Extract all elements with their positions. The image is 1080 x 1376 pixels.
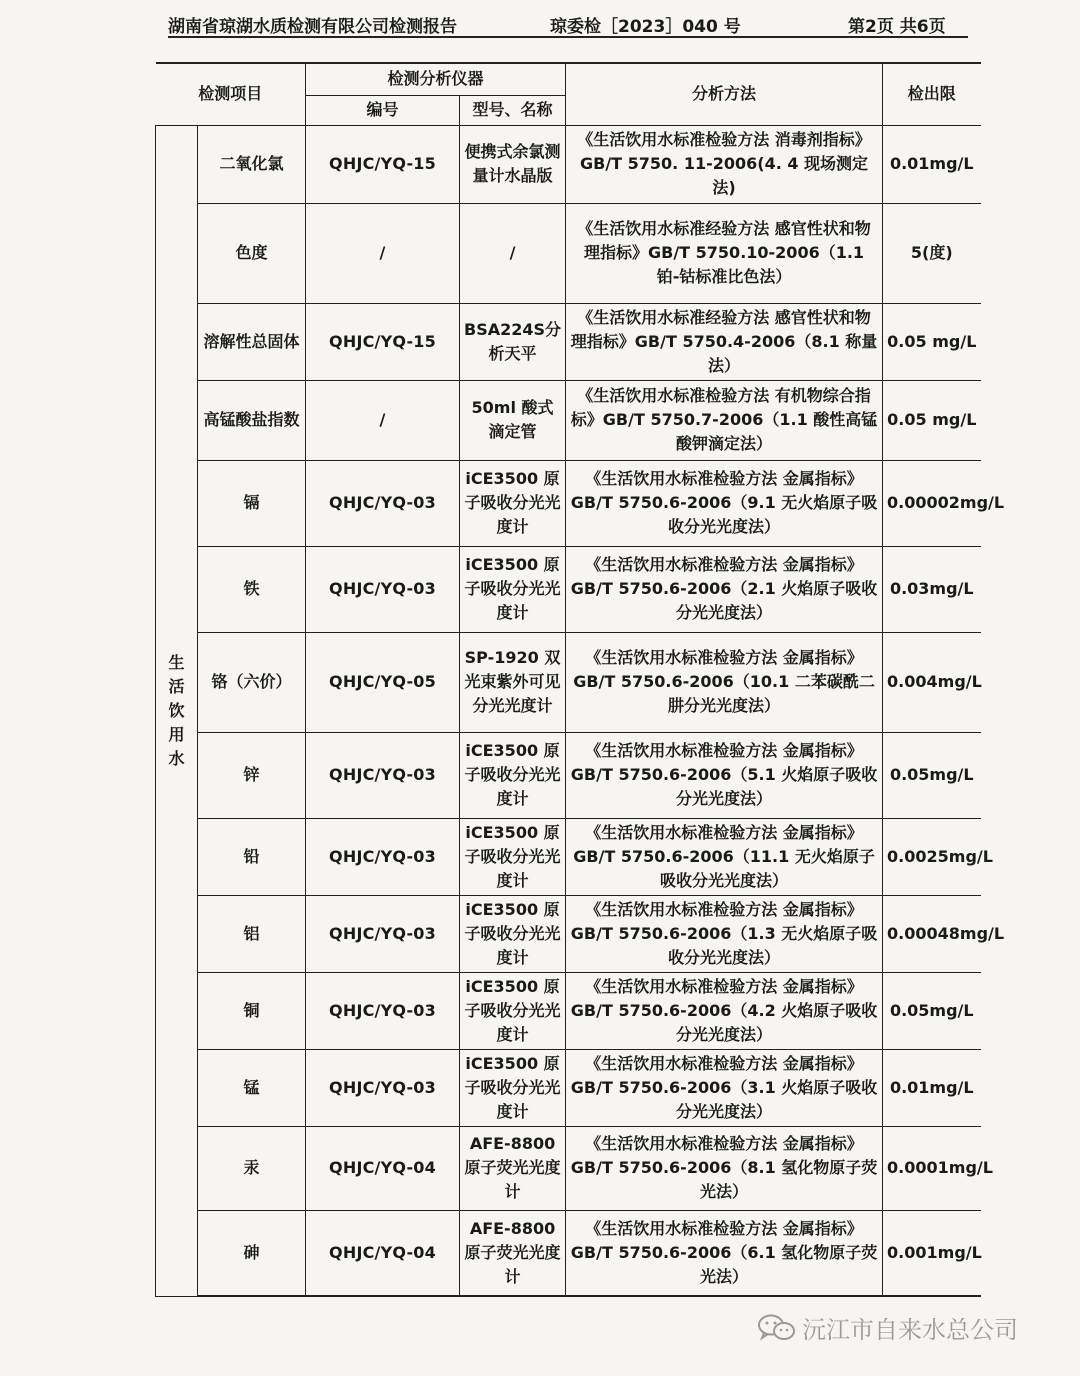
method-cell: 《生活饮用水标准检验方法 金属指标》GB/T 5750.6-2006（10.1 二苯碳酰二肼分光光度法） <box>566 632 883 732</box>
table-row <box>156 1049 981 1126</box>
code-cell: QHJC/YQ-15 <box>306 125 460 203</box>
limit-cell: 0.05 mg/L <box>883 303 981 380</box>
code-cell: QHJC/YQ-15 <box>306 303 460 380</box>
table-row <box>156 303 981 380</box>
category-cell <box>156 125 198 1296</box>
limit-cell: 0.001mg/L <box>883 1210 981 1296</box>
method-cell: 《生活饮用水标准经验方法 感官性状和物理指标》GB/T 5750.4-2006（8.1 称量法） <box>566 303 883 380</box>
item-cell: 铬（六价） <box>198 632 306 732</box>
code-cell: / <box>306 203 460 303</box>
table-row <box>156 203 981 303</box>
model-cell: BSA224S分析天平 <box>460 303 566 380</box>
limit-cell: 0.00048mg/L <box>883 895 981 972</box>
table-row <box>156 972 981 1049</box>
header-item: 检测项目 <box>156 63 306 125</box>
header-code: 编号 <box>306 95 460 125</box>
code-cell: QHJC/YQ-04 <box>306 1210 460 1296</box>
code-cell: QHJC/YQ-03 <box>306 732 460 818</box>
item-cell: 砷 <box>198 1210 306 1296</box>
code-cell: QHJC/YQ-03 <box>306 546 460 632</box>
limit-cell: 0.004mg/L <box>883 632 981 732</box>
model-cell: iCE3500 原子吸收分光光度计 <box>460 732 566 818</box>
method-cell: 《生活饮用水标准检验方法 金属指标》GB/T 5750.6-2006（11.1 无火焰原子吸收分光光度法） <box>566 818 883 895</box>
limit-cell: 0.03mg/L <box>883 546 981 632</box>
table-row <box>156 895 981 972</box>
item-cell: 锰 <box>198 1049 306 1126</box>
table-row <box>156 380 981 460</box>
header-model: 型号、名称 <box>460 95 566 125</box>
wechat-icon <box>756 1313 796 1343</box>
limit-cell: 0.05mg/L <box>883 732 981 818</box>
item-cell: 铜 <box>198 972 306 1049</box>
method-cell: 《生活饮用水标准检验方法 金属指标》GB/T 5750.6-2006（6.1 氢化物原子荧光法） <box>566 1210 883 1296</box>
item-cell: 色度 <box>198 203 306 303</box>
item-cell: 铁 <box>198 546 306 632</box>
table-row <box>156 460 981 546</box>
report-number: 琼委检［2023］040 号 <box>550 17 741 37</box>
model-cell: iCE3500 原子吸收分光光度计 <box>460 460 566 546</box>
table-row <box>156 125 981 203</box>
table-row <box>156 632 981 732</box>
method-cell: 《生活饮用水标准检验方法 消毒剂指标》GB/T 5750. 11-2006(4. 4 现场测定法) <box>566 125 883 203</box>
model-cell: AFE-8800 原子荧光光度计 <box>460 1210 566 1296</box>
method-cell: 《生活饮用水标准检验方法 有机物综合指标》GB/T 5750.7-2006（1.1 酸性高锰酸钾滴定法） <box>566 380 883 460</box>
model-cell: iCE3500 原子吸收分光光度计 <box>460 546 566 632</box>
code-cell: QHJC/YQ-04 <box>306 1126 460 1210</box>
model-cell: AFE-8800 原子荧光光度计 <box>460 1126 566 1210</box>
item-cell: 高锰酸盐指数 <box>198 380 306 460</box>
limit-cell: 0.01mg/L <box>883 1049 981 1126</box>
method-cell: 《生活饮用水标准检验方法 金属指标》GB/T 5750.6-2006（8.1 氢化物原子荧光法） <box>566 1126 883 1210</box>
model-cell: iCE3500 原子吸收分光光度计 <box>460 1049 566 1126</box>
code-cell: QHJC/YQ-03 <box>306 460 460 546</box>
item-cell: 锌 <box>198 732 306 818</box>
limit-cell: 0.00002mg/L <box>883 460 981 546</box>
method-cell: 《生活饮用水标准检验方法 金属指标》GB/T 5750.6-2006（3.1 火焰原子吸收分光光度法） <box>566 1049 883 1126</box>
table-row <box>156 818 981 895</box>
code-cell: QHJC/YQ-03 <box>306 1049 460 1126</box>
table-row <box>156 1126 981 1210</box>
limit-cell: 0.05 mg/L <box>883 380 981 460</box>
item-cell: 铅 <box>198 818 306 895</box>
limit-cell: 0.05mg/L <box>883 972 981 1049</box>
model-cell: iCE3500 原子吸收分光光度计 <box>460 818 566 895</box>
item-cell: 镉 <box>198 460 306 546</box>
code-cell: / <box>306 380 460 460</box>
limit-cell: 0.01mg/L <box>883 125 981 203</box>
header-method: 分析方法 <box>566 63 883 125</box>
model-cell: / <box>460 203 566 303</box>
model-cell: iCE3500 原子吸收分光光度计 <box>460 972 566 1049</box>
method-cell: 《生活饮用水标准经验方法 感官性状和物理指标》GB/T 5750.10-2006（1.1 铂-钴标准比色法） <box>566 203 883 303</box>
test-results-table <box>155 62 1005 1297</box>
code-cell: QHJC/YQ-05 <box>306 632 460 732</box>
model-cell: 便携式余氯测量计水晶版 <box>460 125 566 203</box>
model-cell: iCE3500 原子吸收分光光度计 <box>460 895 566 972</box>
code-cell: QHJC/YQ-03 <box>306 972 460 1049</box>
item-cell: 铝 <box>198 895 306 972</box>
method-cell: 《生活饮用水标准检验方法 金属指标》GB/T 5750.6-2006（5.1 火焰原子吸收分光光度法） <box>566 732 883 818</box>
item-cell: 二氧化氯 <box>198 125 306 203</box>
model-cell: 50ml 酸式滴定管 <box>460 380 566 460</box>
limit-cell: 0.0001mg/L <box>883 1126 981 1210</box>
table-row <box>156 732 981 818</box>
table-row <box>156 546 981 632</box>
method-cell: 《生活饮用水标准检验方法 金属指标》GB/T 5750.6-2006（9.1 无火焰原子吸收分光光度法） <box>566 460 883 546</box>
watermark-text: 沅江市自来水总公司 <box>802 1316 1018 1344</box>
code-cell: QHJC/YQ-03 <box>306 895 460 972</box>
table-row <box>156 1210 981 1296</box>
method-cell: 《生活饮用水标准检验方法 金属指标》GB/T 5750.6-2006（2.1 火焰原子吸收分光光度法） <box>566 546 883 632</box>
watermark <box>756 1310 1018 1345</box>
model-cell: SP-1920 双光束紫外可见分光光度计 <box>460 632 566 732</box>
code-cell: QHJC/YQ-03 <box>306 818 460 895</box>
method-cell: 《生活饮用水标准检验方法 金属指标》GB/T 5750.6-2006（4.2 火焰原子吸收分光光度法） <box>566 972 883 1049</box>
report-title: 湖南省琼湖水质检测有限公司检测报告 <box>168 17 457 37</box>
limit-cell: 5(度) <box>883 203 981 303</box>
method-cell: 《生活饮用水标准检验方法 金属指标》GB/T 5750.6-2006（1.3 无火焰原子吸收分光光度法） <box>566 895 883 972</box>
header-instrument: 检测分析仪器 <box>306 63 566 95</box>
limit-cell: 0.0025mg/L <box>883 818 981 895</box>
item-cell: 汞 <box>198 1126 306 1210</box>
item-cell: 溶解性总固体 <box>198 303 306 380</box>
report-header <box>168 4 968 38</box>
page-indicator: 第2页 共6页 <box>848 17 946 37</box>
category-label: 生活饮用水 <box>168 652 185 768</box>
header-limit: 检出限 <box>883 63 981 125</box>
